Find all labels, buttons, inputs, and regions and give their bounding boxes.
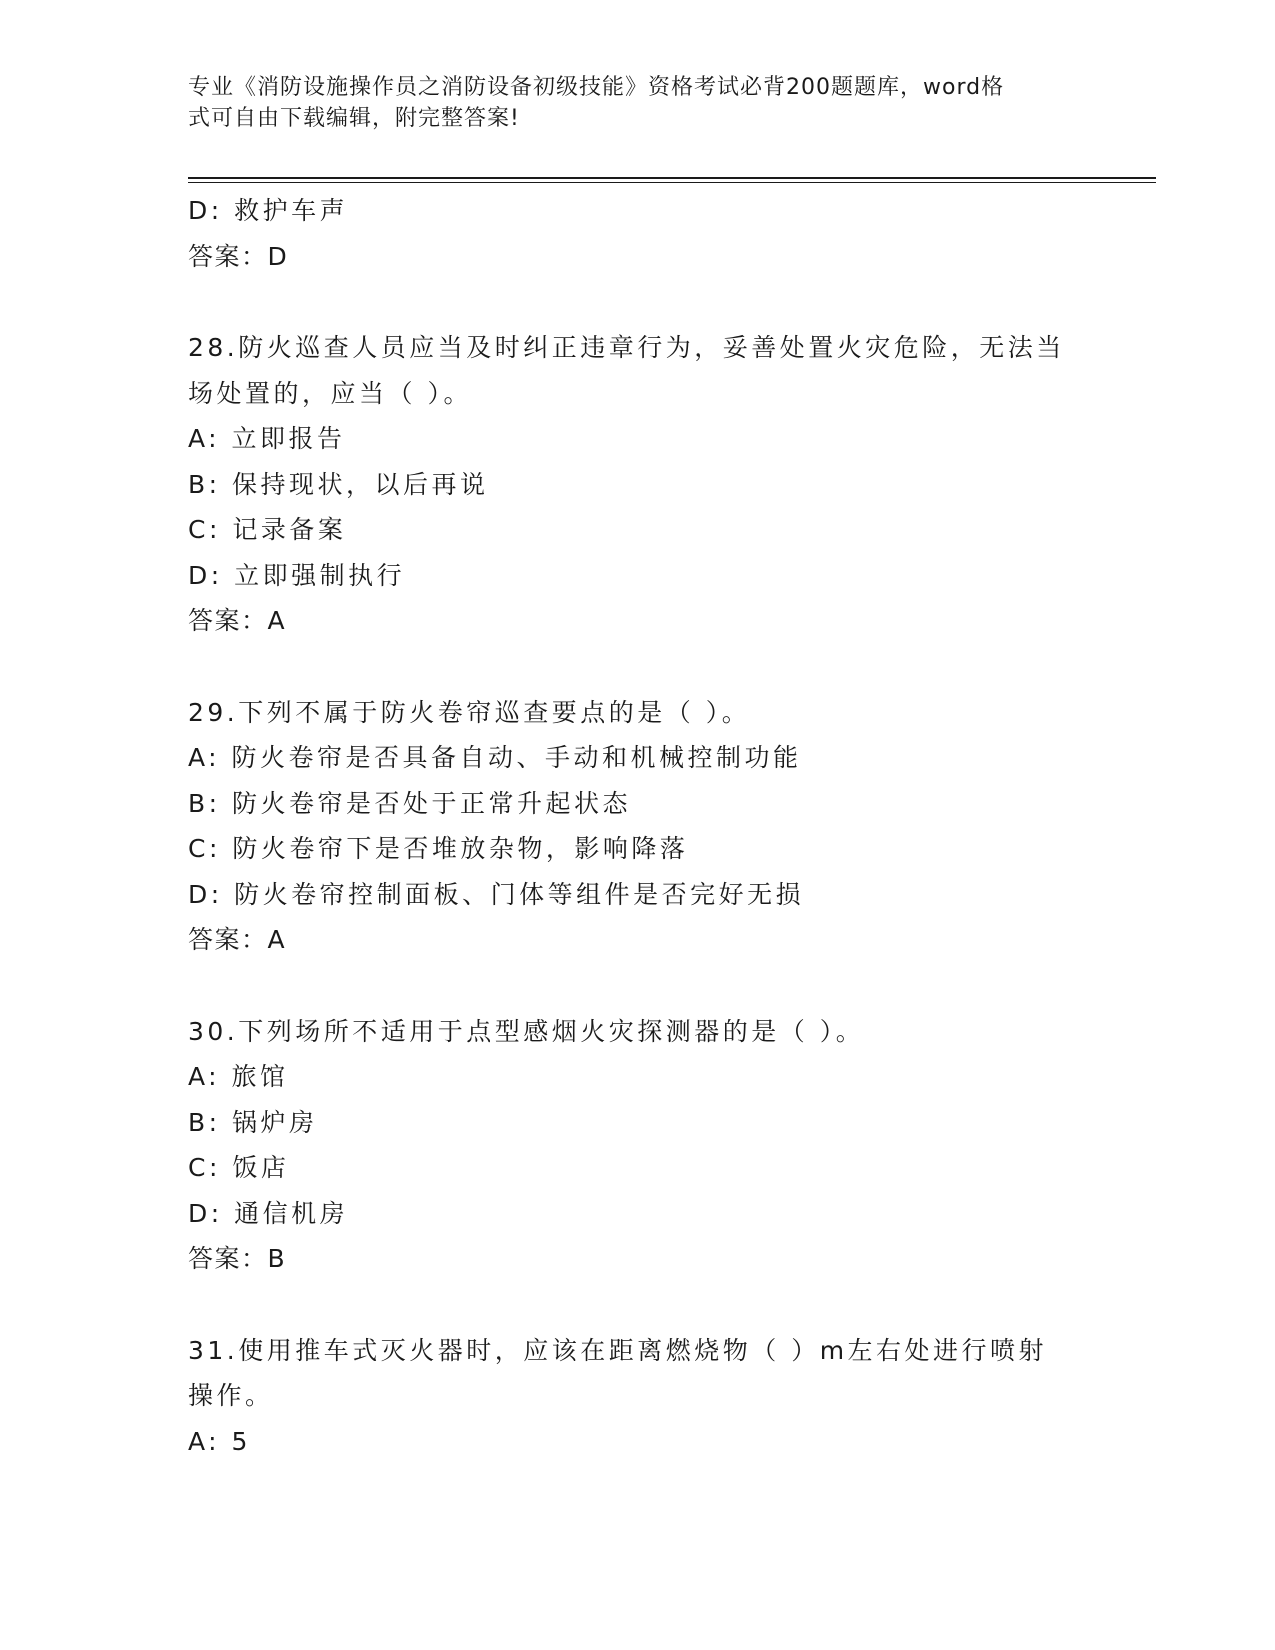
answer-label: 答案：B [188, 1244, 287, 1273]
question-30 [188, 1009, 1088, 1282]
question-text-line-1: 31.使用推车式灭火器时，应该在距离燃烧物（ ）m左右处进行喷射 [188, 1335, 1048, 1365]
option-d: D: 立即强制执行 [188, 560, 406, 590]
answer-label: 答案：A [188, 925, 287, 954]
question-text-line-1: 29.下列不属于防火卷帘巡查要点的是（ ）。 [188, 697, 751, 727]
question-text-line-1: 28.防火巡查人员应当及时纠正违章行为，妥善处置火灾危险，无法当 [188, 333, 1065, 362]
question-text-line-1: 30.下列场所不适用于点型感烟火灾探测器的是（ ）。 [188, 1016, 865, 1046]
option-c: C: 记录备案 [188, 515, 347, 544]
question-28 [188, 325, 1088, 644]
answer-label: 答案：D [188, 241, 289, 271]
option-d: D: 救护车声 [188, 196, 349, 225]
header-line-1: 专业《消防设施操作员之消防设备初级技能》资格考试必背200题题库，word格 [188, 75, 1005, 100]
option-b: B: 锅炉房 [188, 1107, 318, 1137]
question-text-line-2: 操作。 [188, 1381, 274, 1410]
option-a: A: 防火卷帘是否具备自动、手动和机械控制功能 [188, 743, 802, 772]
header-divider-thick [188, 177, 1156, 179]
option-b: B: 保持现状，以后再说 [188, 469, 489, 499]
header-line-2: 式可自由下载编辑，附完整答案! [188, 106, 520, 131]
question-29 [188, 690, 1088, 963]
option-a: A: 旅馆 [188, 1062, 289, 1091]
option-b: B: 防火卷帘是否处于正常升起状态 [188, 788, 632, 818]
option-a: A: 5 [188, 1426, 251, 1456]
document-header [188, 72, 1068, 134]
header-divider-thin [188, 182, 1156, 183]
question-31 [188, 1328, 1088, 1465]
question-text-line-2: 场处置的，应当（ ）。 [188, 378, 472, 408]
option-c: C: 饭店 [188, 1153, 290, 1182]
option-d: D: 通信机房 [188, 1198, 349, 1228]
option-c: C: 防火卷帘下是否堆放杂物，影响降落 [188, 834, 689, 863]
option-a: A: 立即报告 [188, 424, 346, 453]
option-d: D: 防火卷帘控制面板、门体等组件是否完好无损 [188, 879, 805, 909]
question-list [188, 188, 1088, 1464]
answer-label: 答案：A [188, 606, 287, 635]
prev-question-fragment [188, 188, 1088, 279]
